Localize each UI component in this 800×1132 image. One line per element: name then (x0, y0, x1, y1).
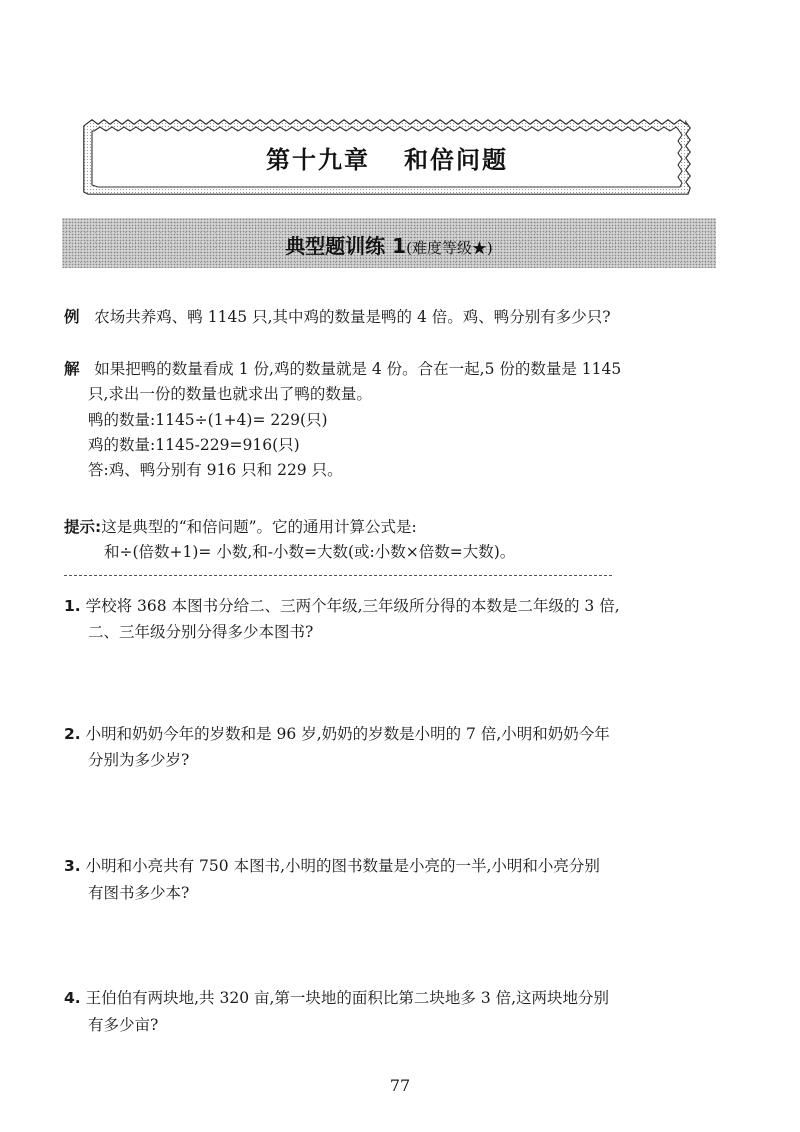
question-text: 王伯伯有两块地,共 320 亩,第一块地的面积比第二块地多 3 倍,这两块地分别 (85, 989, 610, 1007)
page-number: 77 (389, 1076, 411, 1095)
question-1-cont: 二、三年级分别分得多少本图书? (88, 623, 314, 641)
tip-label: 提示: (64, 518, 102, 536)
chapter-topic: 和倍问题 (404, 146, 508, 174)
question-1 (64, 595, 620, 617)
question-number: 2. (64, 725, 81, 743)
question-3-cont: 有图书多少本? (88, 884, 190, 902)
section-title (62, 230, 716, 259)
solution-line-1 (64, 358, 621, 380)
section-header (62, 218, 716, 268)
chapter-title (80, 140, 694, 175)
solution-chicken-calc: 鸡的数量:1145-229=916(只) (88, 436, 300, 454)
example-mark: 例 (64, 308, 80, 326)
tip-line-1 (64, 516, 417, 538)
question-text: 小明和小亮共有 750 本图书,小明的图书数量是小亮的一半,小明和小亮分别 (85, 857, 600, 875)
question-number: 3. (64, 857, 81, 875)
example-line (64, 306, 611, 328)
question-2 (64, 723, 610, 745)
solution-answer: 答:鸡、鸭分别有 916 只和 229 只。 (88, 461, 343, 479)
question-3 (64, 855, 600, 877)
question-4-cont: 有多少亩? (88, 1016, 159, 1034)
question-text: 学校将 368 本图书分给二、三两个年级,三年级所分得的本数是二年级的 3 倍, (85, 597, 620, 615)
solution-mark: 解 (64, 360, 80, 378)
solution-duck-calc: 鸭的数量:1145÷(1+4)= 229(只) (88, 411, 328, 429)
chapter-number: 第十九章 (266, 146, 370, 174)
difficulty-label: (难度等级★) (406, 239, 493, 257)
question-number: 1. (64, 597, 81, 615)
question-text: 小明和奶奶今年的岁数和是 96 岁,奶奶的岁数是小明的 7 倍,小明和奶奶今年 (85, 725, 610, 743)
solution-line-2: 只,求出一份的数量也就求出了鸭的数量。 (88, 385, 372, 403)
chapter-banner (80, 116, 694, 198)
section-title-text: 典型题训练 1 (285, 234, 407, 258)
question-2-cont: 分别为多少岁? (88, 751, 190, 769)
question-4 (64, 987, 609, 1009)
solution-text: 如果把鸭的数量看成 1 份,鸡的数量就是 4 份。合在一起,5 份的数量是 1145 (94, 360, 622, 378)
tip-formula: 和÷(倍数+1)= 小数,和-小数=大数(或:小数×倍数=大数)。 (104, 543, 516, 561)
example-text: 农场共养鸡、鸭 1145 只,其中鸡的数量是鸭的 4 倍。鸡、鸭分别有多少只? (94, 308, 611, 326)
tip-text: 这是典型的“和倍问题”。它的通用计算公式是: (101, 518, 417, 536)
divider (64, 575, 612, 576)
question-number: 4. (64, 989, 81, 1007)
